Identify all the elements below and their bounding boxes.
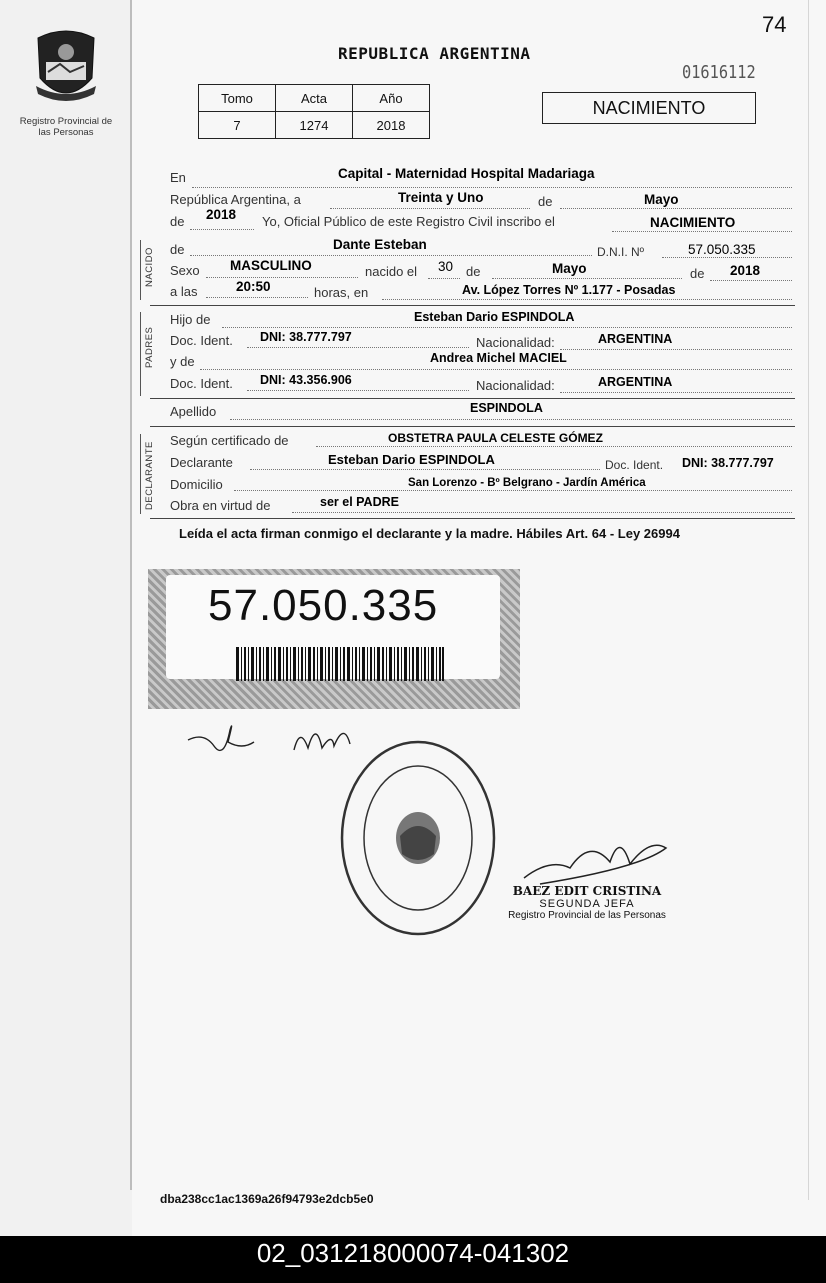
margin-rule: [130, 0, 132, 1190]
official-role: SEGUNDA JEFA: [539, 898, 635, 910]
value-madre-nac: ARGENTINA: [598, 375, 673, 389]
value-padre: Esteban Dario ESPINDOLA: [414, 310, 575, 324]
official-signature: [520, 828, 670, 892]
header-tomo: Tomo: [199, 85, 276, 112]
value-apellido: ESPINDOLA: [470, 401, 543, 415]
label-horas: horas, en: [314, 285, 369, 300]
value-declarante: Esteban Dario ESPINDOLA: [328, 452, 495, 467]
header-acta: Acta: [276, 85, 353, 112]
stamp-label: [166, 575, 500, 679]
dotted-line: [382, 299, 792, 300]
official-seal: [338, 738, 498, 938]
logo-caption: Registro Provincial de las Personas: [19, 116, 113, 138]
label-de3: de: [690, 266, 705, 281]
label-nacionalidad2: Nacionalidad:: [476, 378, 555, 393]
value-certificado: OBSTETRA PAULA CELESTE GÓMEZ: [388, 431, 603, 445]
serial-number: 01616112: [682, 62, 756, 83]
label-de-name: de: [170, 242, 185, 257]
dotted-line: [560, 392, 792, 393]
section-declarante-label: DECLARANTE: [144, 441, 155, 510]
page-number: 74: [762, 12, 787, 37]
value-acta: 1274: [276, 112, 353, 139]
value-anio-nac: 2018: [730, 263, 761, 278]
section-divider: [140, 240, 141, 300]
left-margin: [0, 0, 132, 1236]
value-obra: ser el PADRE: [320, 495, 399, 509]
value-direccion: Av. López Torres Nº 1.177 - Posadas: [462, 283, 676, 297]
official-name: BAEZ EDIT CRISTINA: [512, 884, 662, 898]
registry-table: [198, 84, 430, 139]
dotted-line: [492, 278, 682, 279]
label-doc-ident3: Doc. Ident.: [605, 458, 664, 472]
province-coat-of-arms-logo: [30, 28, 102, 106]
dotted-line: [206, 297, 308, 298]
dotted-line: [222, 327, 792, 328]
declarant-signature: [184, 712, 364, 762]
label-sexo: Sexo: [170, 263, 200, 278]
value-mes: Mayo: [644, 192, 679, 207]
value-declarante-dni: DNI: 38.777.797: [682, 456, 774, 470]
label-declarante: Declarante: [170, 455, 233, 470]
value-anio: 2018: [206, 207, 237, 222]
label-republica: República Argentina, a: [170, 192, 301, 207]
dotted-line: [662, 257, 792, 258]
section-rule: [150, 518, 795, 519]
dotted-line: [428, 278, 460, 279]
dotted-line: [200, 369, 792, 370]
value-madre-dni: DNI: 43.356.906: [260, 373, 352, 387]
dotted-line: [330, 208, 530, 209]
dotted-line: [190, 255, 592, 256]
value-dia-texto: Treinta y Uno: [398, 190, 484, 205]
dotted-line: [247, 390, 469, 391]
header-anio: Año: [353, 85, 430, 112]
value-padre-dni: DNI: 38.777.797: [260, 330, 352, 344]
label-de-yo: de: [170, 214, 185, 229]
dotted-line: [234, 490, 792, 491]
section-divider: [140, 434, 141, 514]
label-obra: Obra en virtud de: [170, 498, 271, 513]
dotted-line: [316, 446, 792, 447]
section-rule: [150, 426, 795, 427]
label-doc-ident: Doc. Ident.: [170, 333, 233, 348]
section-nacido-label: NACIDO: [144, 247, 155, 287]
section-padres-label: PADRES: [144, 326, 155, 368]
dotted-line: [247, 347, 469, 348]
value-sexo: MASCULINO: [230, 258, 312, 273]
barcode: [236, 647, 444, 681]
document-hash: dba238cc1ac1369a26f94793e2dcb5e0: [160, 1192, 374, 1206]
dotted-line: [560, 349, 792, 350]
dotted-line: [230, 419, 792, 420]
value-tipo: NACIMIENTO: [650, 215, 736, 230]
label-domicilio: Domicilio: [170, 477, 223, 492]
label-nacido: nacido el: [365, 264, 418, 279]
right-rule: [808, 0, 809, 1200]
section-divider: [140, 312, 141, 396]
dotted-line: [192, 187, 792, 188]
value-dni: 57.050.335: [688, 242, 756, 257]
value-anio: 2018: [353, 112, 430, 139]
value-tomo: 7: [199, 112, 276, 139]
value-lugar: Capital - Maternidad Hospital Madariaga: [338, 166, 595, 181]
value-dia-num: 30: [438, 259, 454, 274]
dotted-line: [560, 208, 792, 209]
value-madre: Andrea Michel MACIEL: [430, 351, 567, 365]
dotted-line: [250, 469, 600, 470]
value-mes-nac: Mayo: [552, 261, 587, 276]
label-de: de: [538, 194, 553, 209]
label-yo-oficial: Yo, Oficial Público de este Registro Civil inscribo el: [262, 214, 555, 229]
label-en: En: [170, 170, 186, 185]
dotted-line: [292, 512, 792, 513]
official-org: Registro Provincial de las Personas: [508, 910, 666, 921]
label-apellido: Apellido: [170, 404, 217, 419]
value-nombre: Dante Esteban: [333, 237, 427, 252]
value-hora: 20:50: [236, 279, 271, 294]
document-title: REPUBLICA ARGENTINA: [338, 44, 531, 63]
dni-stamp: [148, 569, 520, 709]
dotted-line: [612, 231, 792, 232]
value-padre-nac: ARGENTINA: [598, 332, 673, 346]
official-block: [502, 884, 672, 921]
record-type-box: NACIMIENTO: [542, 92, 756, 124]
label-segun: Según certificado de: [170, 433, 289, 448]
label-y-de: y de: [170, 354, 195, 369]
label-hijo-de: Hijo de: [170, 312, 211, 327]
value-domicilio: San Lorenzo - Bº Belgrano - Jardín América: [408, 477, 646, 489]
section-rule: [150, 305, 795, 306]
dotted-line: [710, 280, 792, 281]
label-a-las: a las: [170, 284, 198, 299]
label-de2: de: [466, 264, 481, 279]
dotted-line: [206, 277, 358, 278]
signature-note: Leída el acta firman conmigo el declarante y la madre. Hábiles Art. 64 - Ley 26994: [179, 526, 680, 541]
footer-code: 02_031218000074-041302: [0, 1236, 826, 1283]
label-dni: D.N.I. Nº: [597, 245, 645, 259]
dotted-line: [190, 229, 254, 230]
label-nacionalidad: Nacionalidad:: [476, 335, 555, 350]
label-doc-ident2: Doc. Ident.: [170, 376, 233, 391]
section-rule: [150, 398, 795, 399]
stamp-number: 57.050.335: [208, 581, 439, 630]
